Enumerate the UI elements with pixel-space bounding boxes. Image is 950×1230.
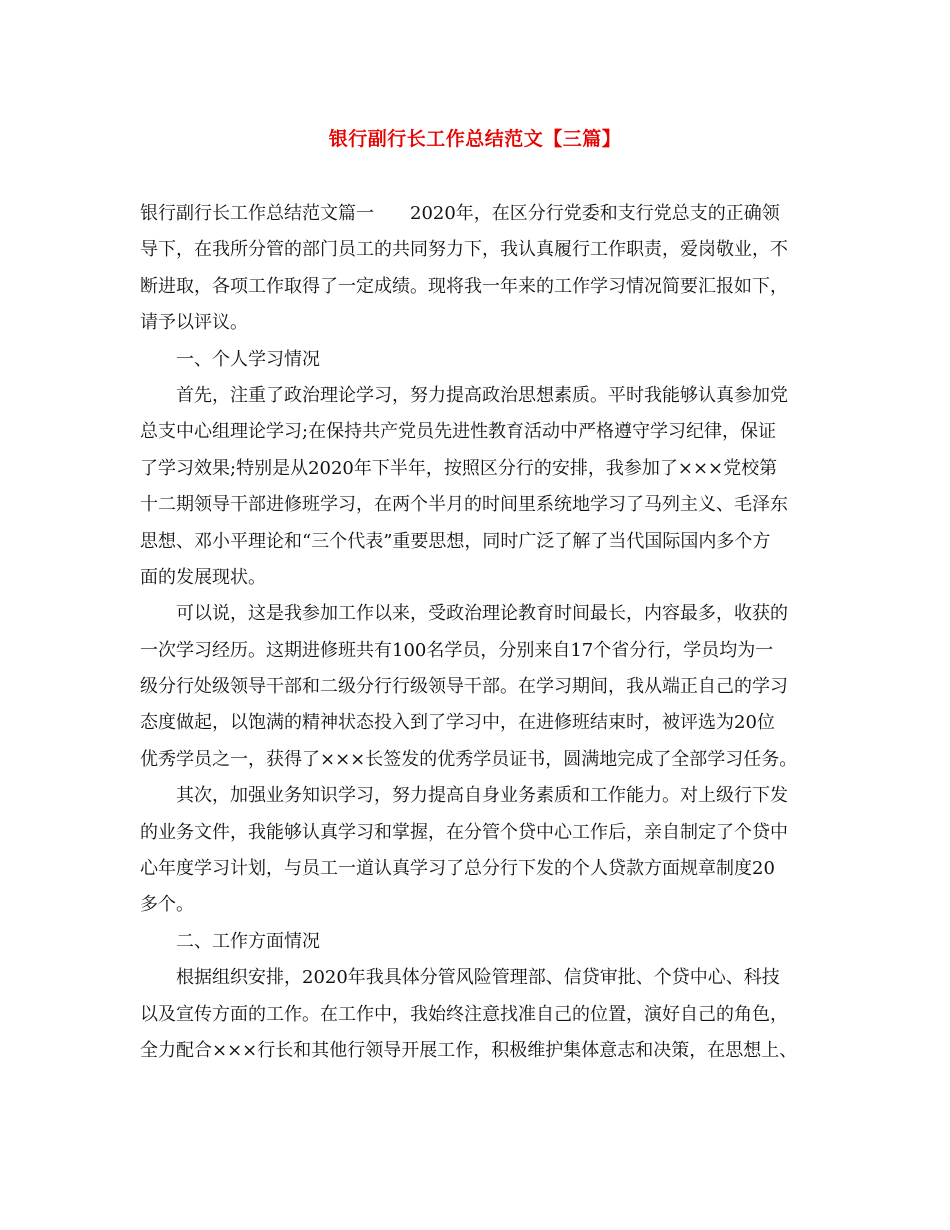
text-line: 导下，在我所分管的部门员工的共同努力下，我认真履行工作职责，爱岗敬业，不 bbox=[140, 239, 788, 261]
text-line: 的业务文件，我能够认真学习和掌握，在分管个贷中心工作后，亲自制定了个贷中 bbox=[140, 821, 788, 843]
document-title: 银行副行长工作总结范文【三篇】 bbox=[328, 128, 622, 150]
text-line: 总支中心组理论学习;在保持共产党员先进性教育活动中严格遵守学习纪律，保证 bbox=[140, 421, 777, 443]
text-line: 多个。 bbox=[140, 894, 194, 916]
text-line: 态度做起，以饱满的精神状态投入到了学习中，在进修班结束时，被评选为20位 bbox=[140, 712, 775, 734]
text-line: 根据组织安排，2020年我具体分管风险管理部、信贷审批、个贷中心、科技 bbox=[176, 967, 780, 989]
text-line: 心年度学习计划，与员工一道认真学习了总分行下发的个人贷款方面规章制度20 bbox=[140, 858, 775, 880]
text-line: 银行副行长工作总结范文篇一 2020年，在区分行党委和支行党总支的正确领 bbox=[140, 203, 780, 224]
text-line: 全力配合×××行长和其他行领导开展工作，积极维护集体意志和决策，在思想上、 bbox=[140, 1039, 798, 1061]
text-line: 首先，注重了政治理论学习，努力提高政治思想素质。平时我能够认真参加党 bbox=[176, 384, 788, 406]
text-line: 二、工作方面情况 bbox=[176, 930, 320, 952]
text-line: 级分行处级领导干部和二级分行行级领导干部。在学习期间，我从端正自己的学习 bbox=[140, 676, 788, 698]
text-line: 可以说，这是我参加工作以来，受政治理论教育时间最长，内容最多，收获的 bbox=[176, 603, 788, 625]
text-line: 了学习效果;特别是从2020年下半年，按照区分行的安排，我参加了×××党校第 bbox=[140, 457, 778, 479]
text-line: 断进取，各项工作取得了一定成绩。现将我一年来的工作学习情况简要汇报如下， bbox=[140, 275, 788, 297]
document-body bbox=[140, 196, 830, 1069]
text-line: 以及宣传方面的工作。在工作中，我始终注意找准自己的位置，演好自己的角色， bbox=[140, 1003, 788, 1025]
text-line: 面的发展现状。 bbox=[140, 566, 266, 588]
text-line: 其次，加强业务知识学习，努力提高自身业务素质和工作能力。对上级行下发 bbox=[176, 785, 788, 807]
text-line: 一、个人学习情况 bbox=[176, 348, 320, 370]
text-line: 思想、邓小平理论和“三个代表”重要思想，同时广泛了解了当代国际国内多个方 bbox=[140, 530, 771, 552]
text-line: 请予以评议。 bbox=[140, 312, 248, 334]
text-line: 一次学习经历。这期进修班共有100名学员，分别来自17个省分行，学员均为一 bbox=[140, 639, 774, 661]
text-line: 优秀学员之一，获得了×××长签发的优秀学员证书，圆满地完成了全部学习任务。 bbox=[140, 748, 798, 770]
text-line: 十二期领导干部进修班学习，在两个半月的时间里系统地学习了马列主义、毛泽东 bbox=[140, 494, 788, 516]
